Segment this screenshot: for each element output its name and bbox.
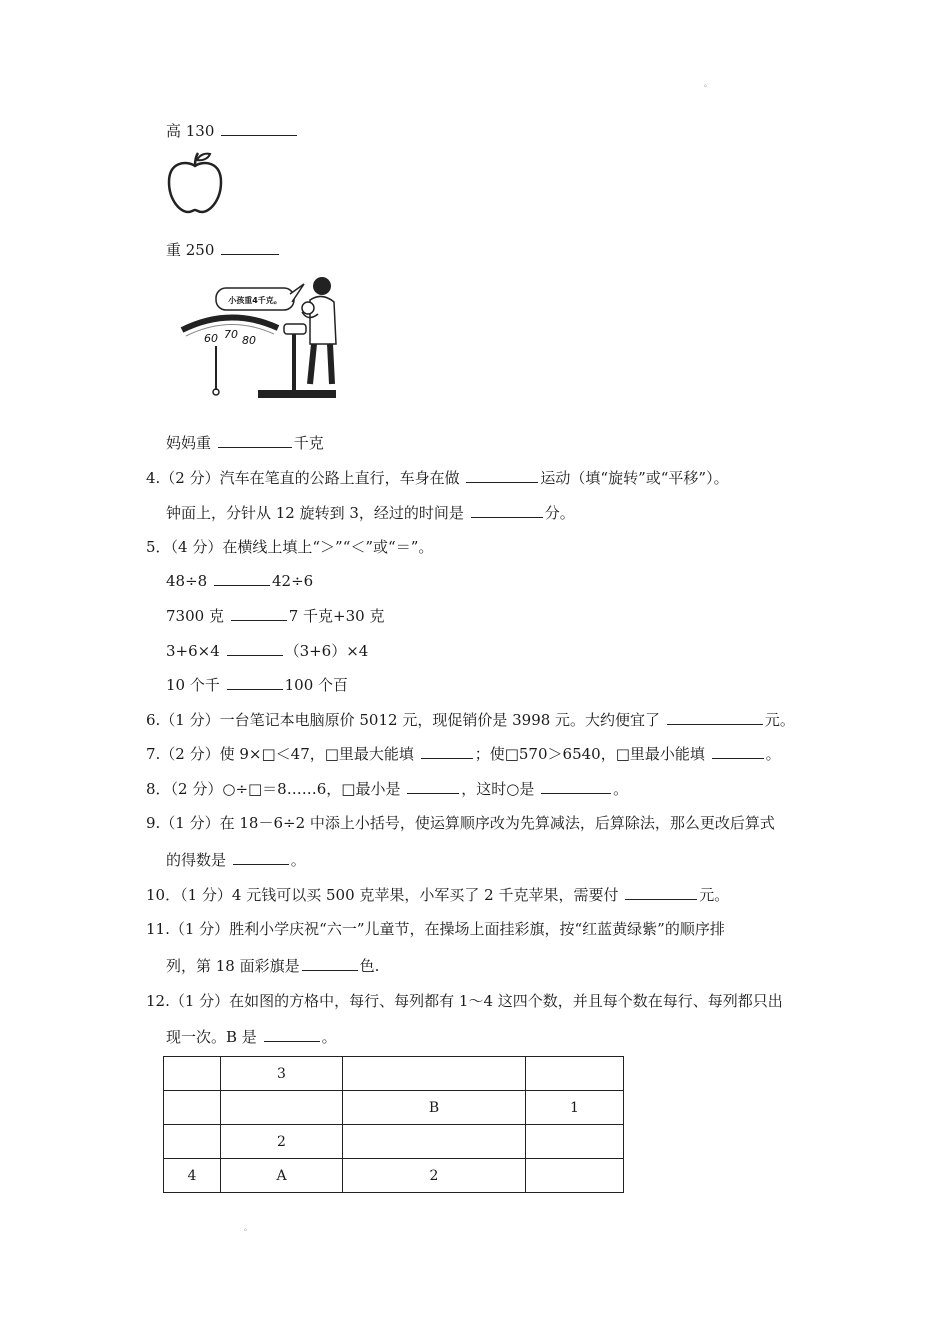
weight-label: 重 250 [166,241,215,259]
mom-label: 妈妈重 [166,434,212,452]
scale-tick: 60 [204,332,218,345]
q5-right: （3+6）×4 [284,642,369,660]
q7-text: 。 [765,745,781,763]
grid-cell [526,1057,624,1091]
grid-cell [526,1159,624,1193]
grid-cell: A [221,1159,343,1193]
q6-line [146,709,795,730]
q5-right: 100 个百 [284,676,349,694]
q12-line1: 12.（1 分）在如图的方格中，每行、每列都有 1～4 这四个数，并且每个数在每行、每列都只出 [146,992,783,1010]
q4-line1 [146,467,729,488]
height-line [166,120,299,141]
q9-text: 的得数是 [166,851,227,869]
q5-left: 7300 克 [166,607,224,625]
grid-cell [164,1125,221,1159]
q4-text: 分。 [544,504,575,522]
q5-left: 48÷8 [166,572,208,590]
grid-row [164,1057,624,1091]
q4-blank2[interactable] [471,503,543,518]
grid-cell [343,1057,526,1091]
q7-blank1[interactable] [421,744,473,759]
q5-blank[interactable] [227,675,283,690]
q5-blank[interactable] [214,571,270,586]
q11-text: 列，第 18 面彩旗是 [166,957,300,975]
number-grid [163,1056,624,1193]
q12-text: 。 [321,1028,337,1046]
top-mark: 。 [704,79,712,88]
q6-text: 元。 [764,711,795,729]
weight-blank[interactable] [221,240,279,255]
mom-blank[interactable] [218,433,292,448]
q5-right: 42÷6 [271,572,314,590]
grid-cell: 4 [164,1159,221,1193]
q11-line2 [166,955,379,976]
q10-text: 元。 [699,886,730,904]
grid-cell [164,1057,221,1091]
q10-blank[interactable] [625,885,697,900]
q5-blank[interactable] [227,641,283,656]
height-label: 高 130 [166,122,215,140]
q8-text: 。 [613,780,629,798]
q12-blank[interactable] [264,1027,320,1042]
q9-blank[interactable] [233,850,289,865]
scale-tick: 80 [242,334,256,347]
q6-blank[interactable] [667,710,763,725]
q4-line2 [166,502,575,523]
grid-cell [221,1091,343,1125]
q10-text: 10．（1 分）4 元钱可以买 500 克苹果，小军买了 2 千克苹果，需要付 [146,886,619,904]
bottom-mark: 。 [244,1223,252,1232]
grid-row [164,1091,624,1125]
q4-text: 4.（2 分）汽车在笔直的公路上直行，车身在做 [146,469,460,487]
q5-right: 7 千克+30 克 [288,607,385,625]
q6-text: 6.（1 分）一台笔记本电脑原价 5012 元，现促销价是 3998 元。大约便宜了 [146,711,661,729]
q7-text: ；使□570＞6540，□里最小能填 [474,745,705,763]
grid-cell: 2 [221,1125,343,1159]
grid-cell: 3 [221,1057,343,1091]
q8-text: ，这时○是 [461,780,535,798]
q5-title: 5．（4 分）在横线上填上“＞”“＜”或“＝”。 [146,538,434,556]
q4-text: 钟面上，分针从 12 旋转到 3，经过的时间是 [166,504,464,522]
scale-figure [180,272,340,402]
q11-text: 色. [359,957,380,975]
q9-line1: 9.（1 分）在 18－6÷2 中添上小括号，使运算顺序改为先算减法，后算除法，那么更改后算式 [146,814,775,832]
apple-icon [166,152,224,214]
scale-tick: 70 [224,328,238,341]
q11-line1: 11.（1 分）胜利小学庆祝“六一”儿童节，在操场上面挂彩旗，按“红蓝黄绿紫”的顺序排 [146,920,725,938]
weight-line [166,239,281,260]
q5-left: 3+6×4 [166,642,220,660]
grid-cell: B [343,1091,526,1125]
grid-row [164,1159,624,1193]
grid-row [164,1125,624,1159]
q12-line2 [166,1026,337,1047]
q7-text: 7.（2 分）使 9×□＜47，□里最大能填 [146,745,414,763]
grid-cell [164,1091,221,1125]
speech-bubble [216,284,304,310]
speech-bubble-text: 小孩重4千克。 [228,296,282,305]
q8-blank2[interactable] [541,779,611,794]
q5-item [166,674,348,695]
q7-blank2[interactable] [712,744,764,759]
q8-blank1[interactable] [407,779,459,794]
scale-dial [182,317,278,395]
grid-cell [526,1125,624,1159]
grid-cell: 2 [343,1159,526,1193]
q5-blank[interactable] [231,606,287,621]
q12-text: 现一次。B 是 [166,1028,257,1046]
q5-item [166,605,384,626]
grid-cell [343,1125,526,1159]
grid-cell: 1 [526,1091,624,1125]
q8-text: 8．（2 分）○÷□＝8……6，□最小是 [146,780,401,798]
q5-item [166,571,313,590]
q7-line [146,743,781,764]
q4-blank1[interactable] [466,468,538,483]
q8-line [146,778,628,799]
q4-text: 运动（填“旋转”或“平移”）。 [540,469,729,487]
q5-item [166,640,368,661]
mom-weight-line [166,432,324,453]
q9-line2 [166,849,306,870]
q5-left: 10 个千 [166,676,220,694]
mom-unit: 千克 [293,434,324,452]
height-blank[interactable] [221,121,297,136]
q10-line [146,884,729,905]
q11-blank[interactable] [302,956,358,971]
q9-text: 。 [290,851,306,869]
